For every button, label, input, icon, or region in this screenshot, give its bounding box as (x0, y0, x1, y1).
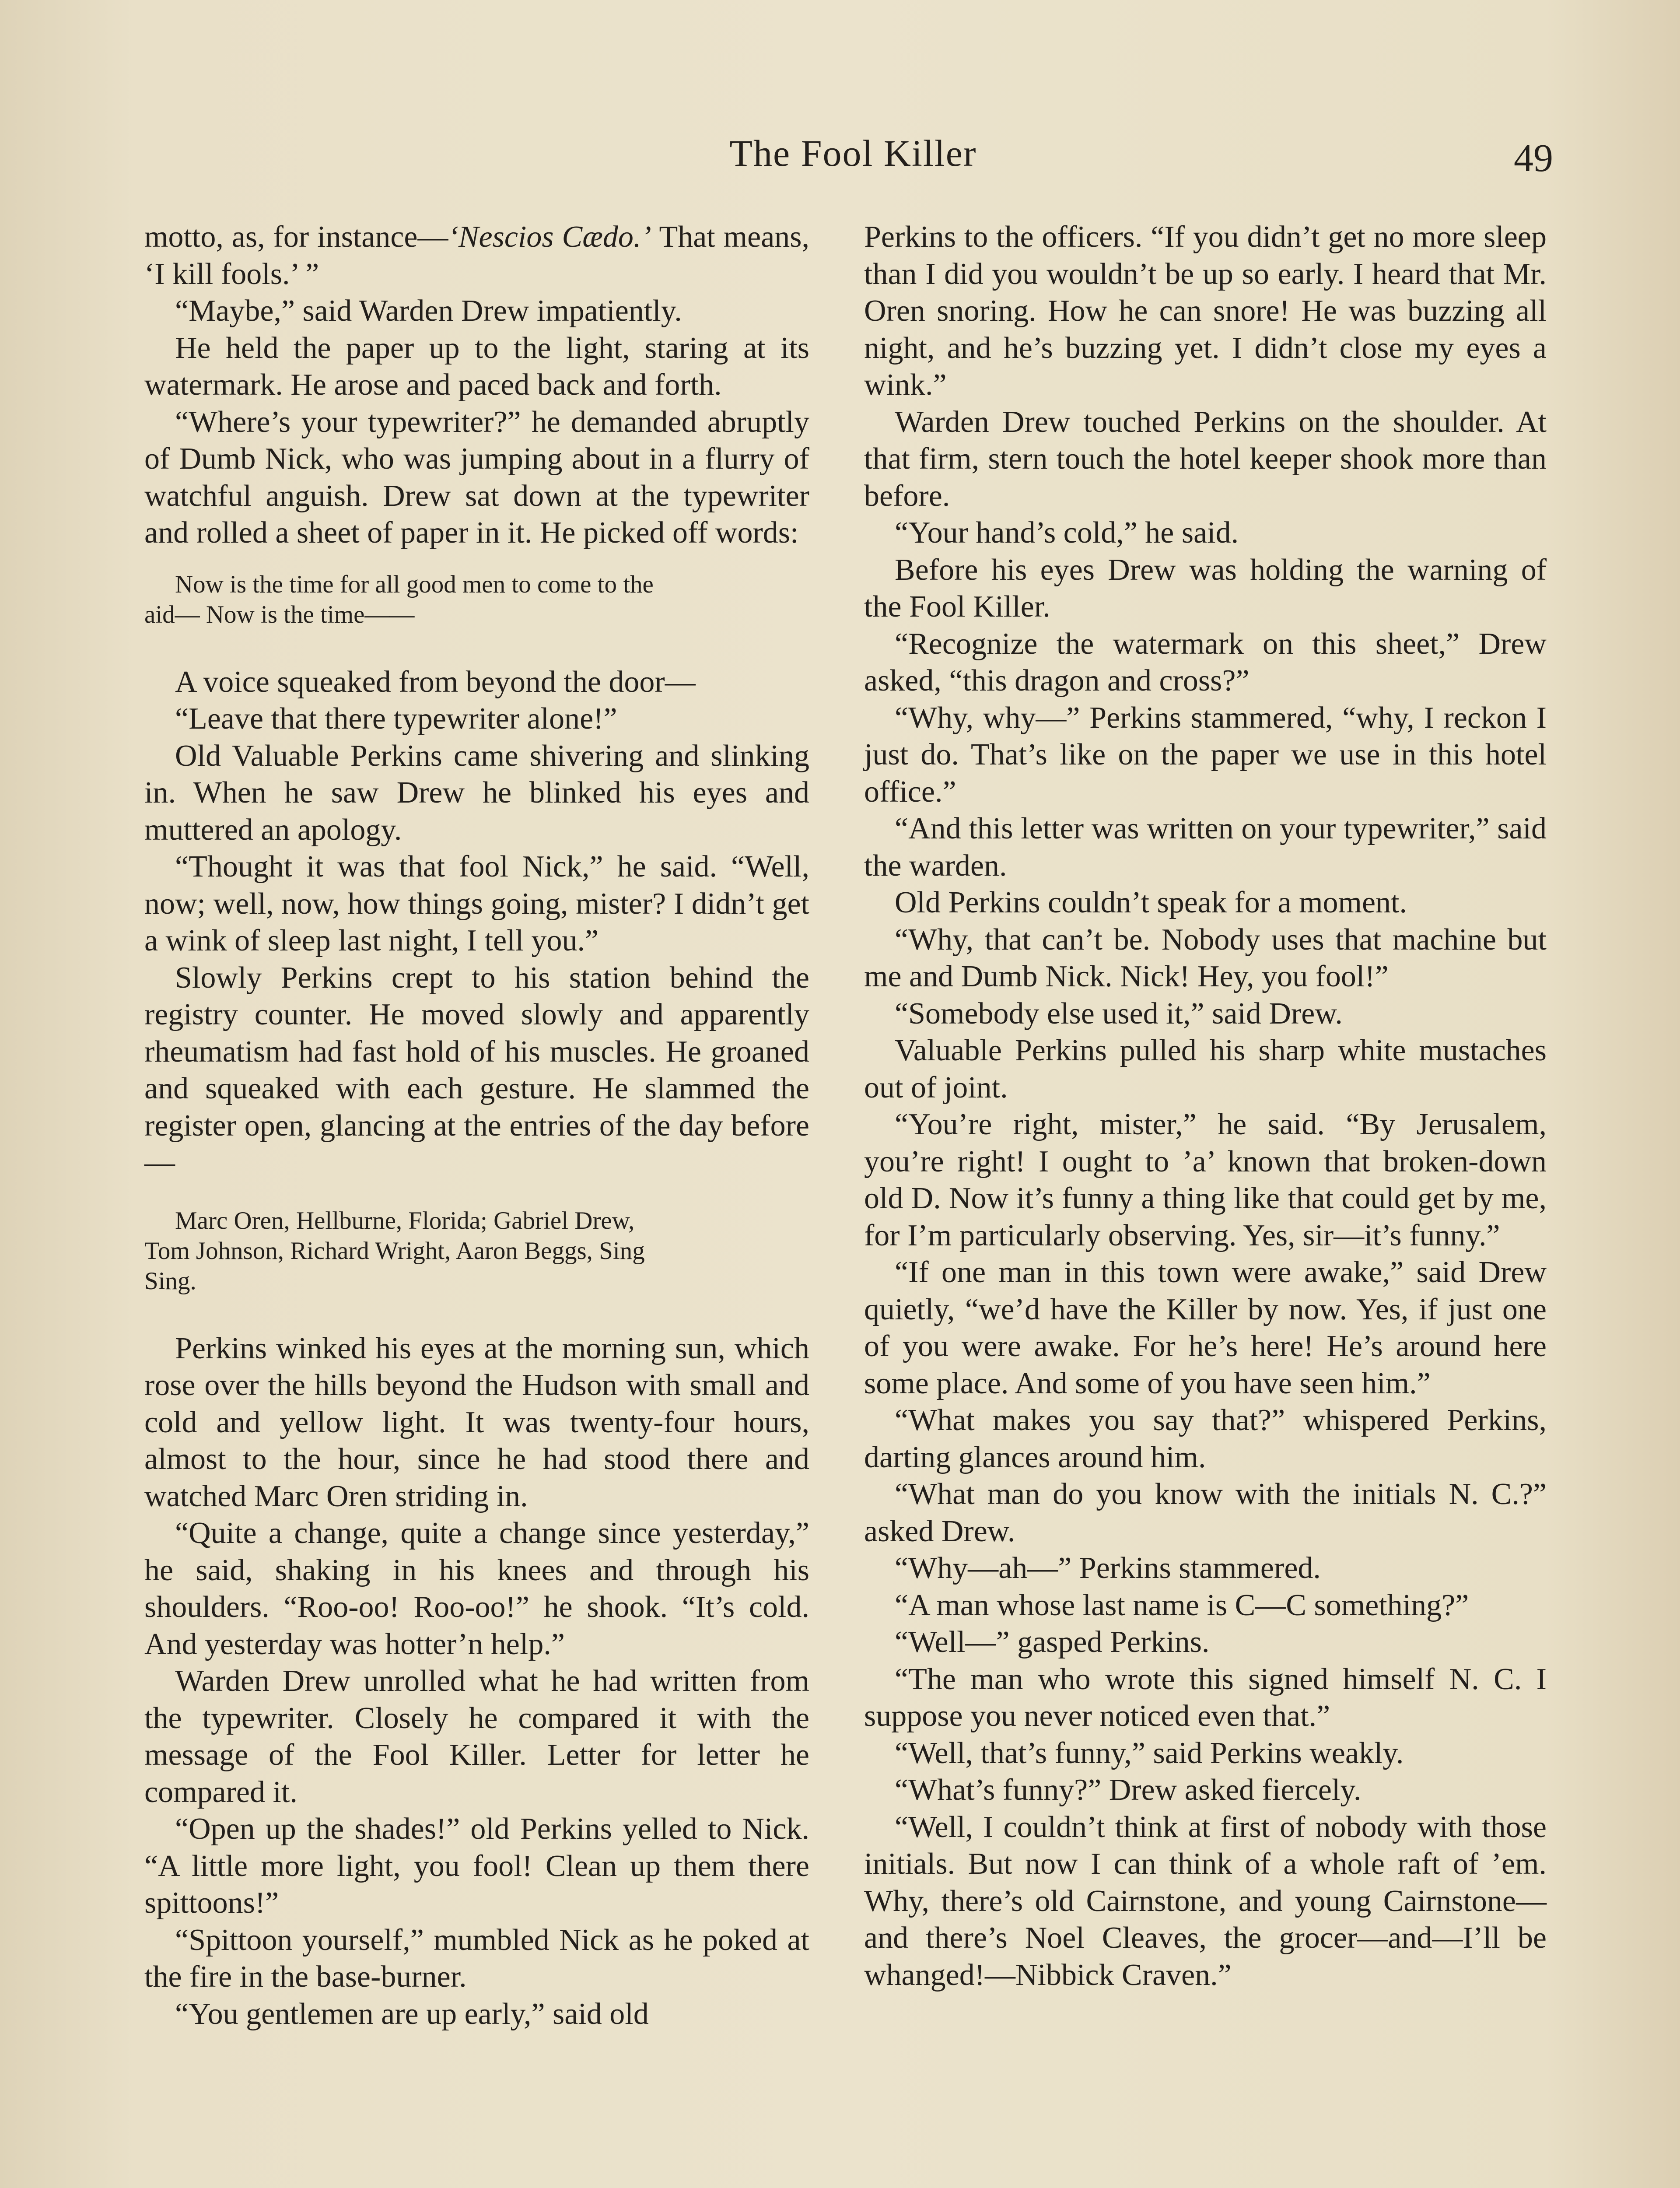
typed-test-line: Now is the time for all good men to come to the aid— Now is the time—— (144, 570, 654, 628)
right-column (864, 219, 1547, 1994)
paragraph: Perkins winked his eyes at the morning sun, which rose over the hills beyond the Hudson with small and cold and yellow light. It was twenty-four hours, almost to the hour, since he had stood there and watched Marc Oren striding in. (144, 1331, 809, 1513)
paragraph: “Well—” gasped Perkins. (895, 1625, 1210, 1659)
paragraph: Slowly Perkins crept to his station behind the registry counter. He moved slowly and apparently rheumatism had fast hold of his muscles. He groaned and squeaked with each gesture. He slammed the register open, glancing at the entries of the day before— (144, 961, 809, 1179)
paragraph: “What makes you say that?” whispered Perkins, darting glances around him. (864, 1403, 1547, 1474)
paragraph: Perkins to the officers. “If you didn’t get no more sleep than I did you wouldn’t be up so early. I heard that Mr. Oren snoring. How he can snore! He was buzzing all night, and he’s buzzing yet. I didn’t close my eyes a wink.” (864, 220, 1547, 402)
latin-motto: ‘Nescios Cædo.’ (448, 220, 651, 254)
page-title: The Fool Killer (729, 132, 977, 174)
paragraph: Valuable Perkins pulled his sharp white mustaches out of joint. (864, 1034, 1547, 1105)
paragraph: “If one man in this town were awake,” said Drew quietly, “we’d have the Killer by now. Yes, if just one of you were awake. For he’s here! He’s around here some place. And some of you have seen him.” (864, 1255, 1547, 1400)
paragraph: Before his eyes Drew was holding the warning of the Fool Killer. (864, 553, 1547, 624)
paragraph: “What man do you know with the initials N. C.?” asked Drew. (864, 1477, 1547, 1548)
paragraph: Warden Drew touched Perkins on the shoulder. At that firm, stern touch the hotel keeper shook more than before. (864, 405, 1547, 513)
paragraph: “Well, that’s funny,” said Perkins weakly. (895, 1736, 1404, 1770)
paragraph: motto, as, for instance—‘Nescios Cædo.’ That means, ‘I kill fools.’ ” (144, 220, 810, 291)
paragraph: Warden Drew unrolled what he had written from the typewriter. Closely he compared it with the message of the Fool Killer. Letter for letter he compared it. (144, 1664, 809, 1809)
paragraph: “Maybe,” said Warden Drew impatiently. (175, 294, 682, 328)
paragraph: “Quite a change, quite a change since yesterday,” he said, shaking in his knees and through his shoulders. “Roo-oo! Roo-oo!” he shook. “It’s cold. And yesterday was hotter’n help.” (144, 1516, 809, 1661)
paragraph: Old Perkins couldn’t speak for a moment. (895, 886, 1407, 919)
paragraph: “Somebody else used it,” said Drew. (895, 996, 1343, 1031)
paragraph: “Thought it was that fool Nick,” he said. “Well, now; well, now, how things going, mister? I didn’t get a wink of sleep last night, I tell you.” (144, 850, 809, 957)
paragraph: Old Valuable Perkins came shivering and slinking in. When he saw Drew he blinked his eyes and muttered an apology. (144, 739, 809, 847)
paragraph: “Where’s your typewriter?” he demanded abruptly of Dumb Nick, who was jumping about in a flurry of watchful anguish. Drew sat down at the typewriter and rolled a sheet of paper in it. He picked off words: (144, 405, 809, 550)
paragraph: “What’s funny?” Drew asked fiercely. (895, 1773, 1362, 1807)
left-column (144, 219, 809, 2033)
paragraph: “You gentlemen are up early,” said old (175, 1997, 649, 2031)
paragraph: A voice squeaked from beyond the door— (175, 665, 696, 699)
paragraph: “Why, that can’t be. Nobody uses that machine but me and Dumb Nick. Nick! Hey, you fool!” (864, 922, 1547, 993)
paragraph: “Your hand’s cold,” he said. (895, 516, 1239, 550)
paragraph: “Why—ah—” Perkins stammered. (895, 1551, 1321, 1585)
paragraph: “The man who wrote this signed himself N. C. I suppose you never noticed even that.” (864, 1662, 1547, 1733)
paragraph: “You’re right, mister,” he said. “By Jerusalem, you’re right! I ought to ’a’ known that broken-down old D. Now it’s funny a thing like that could get by me, for I’m particularly observing. Yes, sir—it’s funny.” (864, 1108, 1547, 1252)
page-number: 49 (1514, 137, 1553, 180)
paragraph: “Spittoon yourself,” mumbled Nick as he poked at the fire in the base-burner. (144, 1923, 809, 1994)
paragraph: “And this letter was written on your typewriter,” said the warden. (864, 812, 1547, 883)
register-entries: Marc Oren, Hellburne, Florida; Gabriel Drew, Tom Johnson, Richard Wright, Aaron Beggs, Sing Sing. (144, 1206, 645, 1295)
paragraph: “A man whose last name is C—C something?” (895, 1588, 1469, 1622)
running-head (0, 127, 1680, 184)
paragraph: “Leave that there typewriter alone!” (175, 702, 617, 736)
paragraph: “Well, I couldn’t think at first of nobody with those initials. But now I can think of a whole raft of ’em. Why, there’s old Cairnstone, and young Cairnstone—and there’s Noel Cleaves, the grocer—and—I’ll be whanged!—Nibbick Craven.” (864, 1810, 1547, 1992)
paragraph: “Open up the shades!” old Perkins yelled to Nick. “A little more light, you fool! Clean up them there spittoons!” (144, 1812, 809, 1920)
paragraph: “Why, why—” Perkins stammered, “why, I reckon I just do. That’s like on the paper we use in this hotel office.” (864, 701, 1547, 809)
paragraph: He held the paper up to the light, staring at its watermark. He arose and paced back and forth. (144, 331, 809, 402)
paragraph: “Recognize the watermark on this sheet,” Drew asked, “this dragon and cross?” (864, 627, 1547, 698)
